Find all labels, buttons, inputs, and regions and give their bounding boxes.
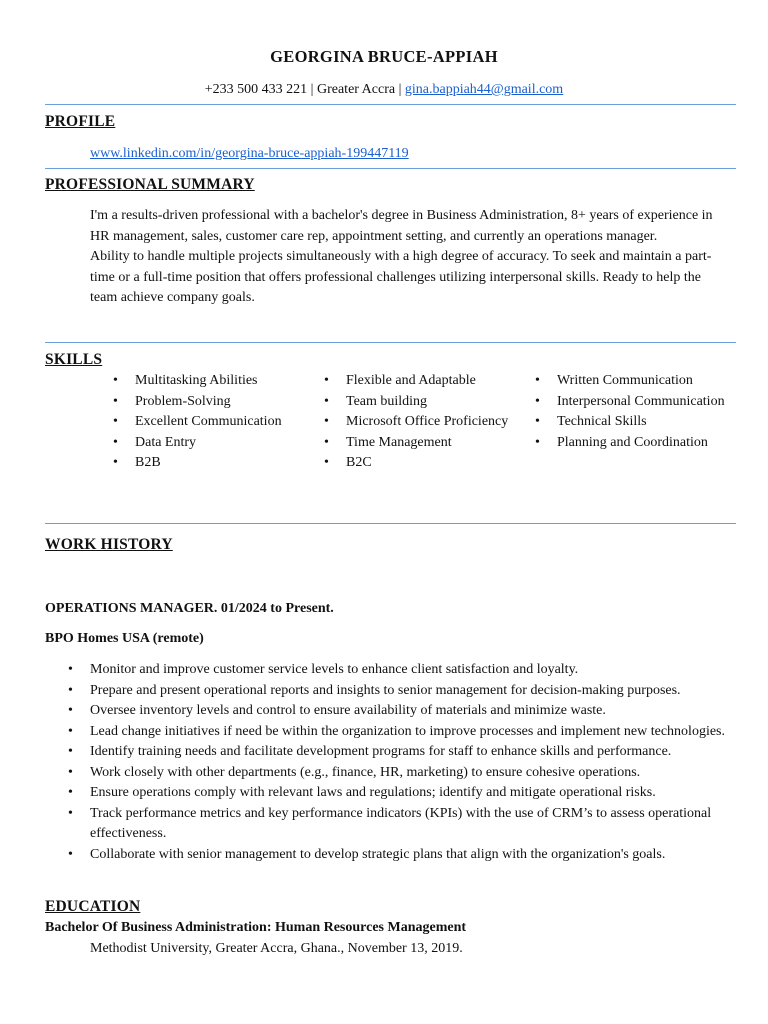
responsibility-item: • Work closely with other departments (e.g., finance, HR, marketing) to ensure cohesive operations. (68, 763, 738, 784)
skill-item: • Data Entry (113, 433, 303, 454)
email-link[interactable]: gina.bappiah44@gmail.com (404, 82, 564, 97)
responsibility-item: • Lead change initiatives if need be within the organization to improve processes and implement new technologies. (68, 722, 738, 743)
summary-paragraph: Ability to handle multiple projects simultaneously with a high degree of accuracy. To seek and maintain a part-time or a full-time position that offers professional challenges utilizing interpersonal skills. Ready to help the team achieve company goals. (90, 249, 712, 305)
skill-item: • Problem-Solving (113, 392, 303, 413)
profile-link-container (90, 144, 409, 165)
degree-title: Bachelor Of Business Administration: Human Resources Management (45, 920, 467, 935)
summary-text (90, 206, 730, 309)
responsibility-list (68, 660, 738, 865)
summary-paragraph: I'm a results-driven professional with a bachelor's degree in Business Administration, 8+ years of experience in HR management, sales, customer care rep, appointment setting, and currently an operations manager. (90, 208, 713, 244)
job-title: OPERATIONS MANAGER. 01/2024 to Present. (45, 601, 334, 616)
skill-item: • Multitasking Abilities (113, 371, 303, 392)
skills-column-3 (535, 371, 725, 453)
contact-line (0, 80, 768, 101)
section-divider (45, 523, 736, 524)
responsibility-item: • Oversee inventory levels and control to ensure availability of materials and minimize waste. (68, 701, 738, 722)
skills-column-1 (113, 371, 303, 474)
skill-item: • Microsoft Office Proficiency (324, 412, 514, 433)
skill-item: • B2C (324, 453, 514, 474)
education-heading: EDUCATION (45, 898, 141, 915)
section-divider (45, 168, 736, 169)
responsibility-item: • Identify training needs and facilitate development programs for staff to enhance skills and performance. (68, 742, 738, 763)
contact-details: +233 500 433 221 | Greater Accra | (204, 82, 405, 97)
school-details: Methodist University, Greater Accra, Ghana., November 13, 2019. (90, 941, 463, 956)
skill-item: • Flexible and Adaptable (324, 371, 514, 392)
skills-heading: SKILLS (45, 351, 103, 368)
employer-name: BPO Homes USA (remote) (45, 631, 204, 646)
responsibility-item: • Prepare and present operational reports and insights to senior management for decision-making purposes. (68, 681, 738, 702)
responsibility-item: • Monitor and improve customer service levels to enhance client satisfaction and loyalty. (68, 660, 738, 681)
candidate-name: GEORGINA BRUCE-APPIAH (270, 47, 498, 66)
skill-item: • Team building (324, 392, 514, 413)
skill-item: • Planning and Coordination (535, 433, 725, 454)
skill-item: • Time Management (324, 433, 514, 454)
skill-item: • Written Communication (535, 371, 725, 392)
skills-column-2 (324, 371, 514, 474)
section-divider (45, 342, 736, 343)
skill-item: • Interpersonal Communication (535, 392, 725, 413)
responsibility-item: • Ensure operations comply with relevant laws and regulations; identify and mitigate operational risks. (68, 783, 738, 804)
skill-item: • Technical Skills (535, 412, 725, 433)
responsibility-item: • Collaborate with senior management to develop strategic plans that align with the organization's goals. (68, 845, 738, 866)
work-history-heading: WORK HISTORY (45, 536, 173, 553)
responsibility-item: • Track performance metrics and key performance indicators (KPIs) with the use of CRM’s to assess operational effectiveness. (68, 804, 738, 845)
skill-item: • B2B (113, 453, 303, 474)
profile-heading: PROFILE (45, 113, 116, 130)
linkedin-link[interactable]: www.linkedin.com/in/georgina-bruce-appiah-199447119 (90, 146, 409, 161)
skill-item: • Excellent Communication (113, 412, 303, 433)
summary-heading: PROFESSIONAL SUMMARY (45, 176, 255, 193)
section-divider (45, 104, 736, 105)
